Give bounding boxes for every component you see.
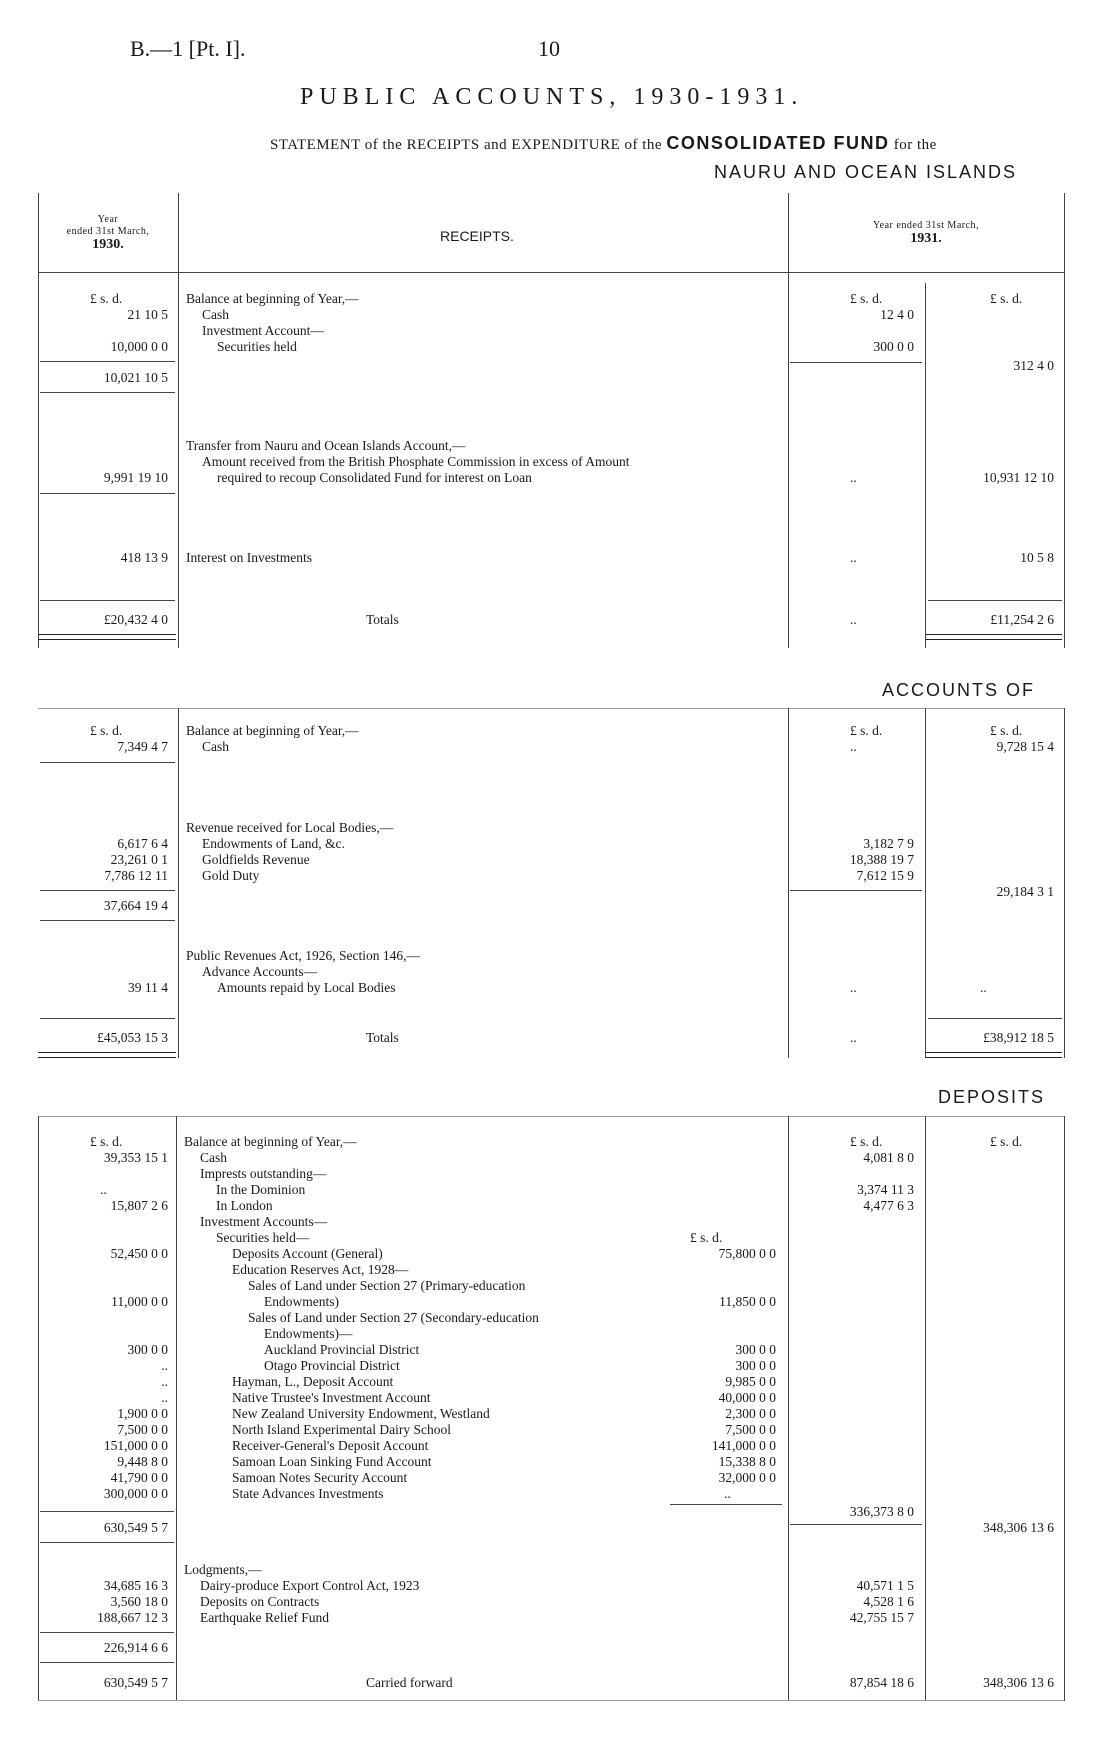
lsd-header: £ s. d. [90,723,123,738]
col-prev-year: 1930. [92,237,124,252]
curr-amount: 42,755 15 7 [849,1610,914,1625]
curr-total: 10,931 12 10 [983,470,1054,485]
row-label: Public Revenues Act, 1926, Section 146,— [186,948,420,963]
ditto: .. [850,1030,857,1045]
prev-amount: 151,000 0 0 [103,1438,168,1453]
prev-amount: 300 0 0 [127,1342,168,1357]
row-label: Native Trustee's Investment Account [232,1390,431,1405]
row-label: Cash [202,739,229,754]
ditto: .. [100,1182,107,1197]
row-label: required to recoup Consolidated Fund for interest on Loan [217,470,532,485]
row-label: Sales of Land under Section 27 (Secondary-education [248,1310,539,1325]
prev-amount: 23,261 0 1 [110,852,168,867]
totals-label: Totals [366,1030,399,1045]
row-label: Receiver-General's Deposit Account [232,1438,429,1453]
prev-grand-total: £20,432 4 0 [103,612,168,627]
prev-amount: 9,448 8 0 [117,1454,168,1469]
curr-amount: 3,182 7 9 [863,836,914,851]
lsd-header: £ s. d. [850,1134,883,1149]
row-label: Amounts repaid by Local Bodies [217,980,396,995]
row-label: State Advances Investments [232,1486,384,1501]
curr-carried-forward: 87,854 18 6 [849,1675,914,1690]
subtitle-prefix: STATEMENT of the RECEIPTS and EXPENDITURE of the [270,137,663,153]
row-label: Securities held— [216,1230,310,1245]
prev-amount: 188,667 12 3 [97,1610,168,1625]
prev-amount: 418 13 9 [120,550,168,565]
prev-subtotal: 226,914 6 6 [103,1640,168,1655]
row-label: Goldfields Revenue [202,852,310,867]
curr-amount: 4,477 6 3 [863,1198,914,1213]
row-label: Cash [200,1150,227,1165]
carried-forward-label: Carried forward [366,1675,453,1690]
prev-amount: 41,790 0 0 [110,1470,168,1485]
total-carried-forward: 348,306 13 6 [983,1675,1054,1690]
prev-amount: 3,560 18 0 [110,1594,168,1609]
row-label: In London [216,1198,273,1213]
ditto: .. [850,550,857,565]
prev-amount: .. [161,1374,168,1389]
sub-amount: .. [724,1486,731,1501]
page-title: PUBLIC ACCOUNTS, 1930-1931. [300,84,804,110]
row-label: Sales of Land under Section 27 (Primary-education [248,1278,526,1293]
row-label: Endowments) [264,1294,339,1309]
row-label: Balance at beginning of Year,— [186,723,359,738]
col-prev-year-line2: ended 31st March, [66,226,150,237]
prev-amount: 11,000 0 0 [111,1294,168,1309]
curr-total: 10 5 8 [1020,550,1054,565]
curr-amount: 4,081 8 0 [863,1150,914,1165]
row-label: In the Dominion [216,1182,306,1197]
prev-subtotal: 37,664 19 4 [103,898,168,913]
prev-carried-forward: 630,549 5 7 [103,1675,168,1690]
sub-amount: 300 0 0 [735,1342,776,1357]
prev-amount: 10,000 0 0 [110,339,168,354]
row-label: New Zealand University Endowment, Westland [232,1406,490,1421]
curr-total: 348,306 13 6 [983,1520,1054,1535]
row-label: Investment Accounts— [200,1214,328,1229]
curr-amount: 4,528 1 6 [863,1594,914,1609]
prev-amount: 6,617 6 4 [117,836,168,851]
ditto: .. [850,470,857,485]
ditto: .. [850,739,857,754]
col-curr-year: 1931. [910,231,942,246]
row-label: Earthquake Relief Fund [200,1610,329,1625]
section-title: DEPOSITS [938,1087,1046,1107]
row-label: Dairy-produce Export Control Act, 1923 [200,1578,420,1593]
row-label: Amount received from the British Phosphate Commission in excess of Amount [202,454,630,469]
sub-amount: 11,850 0 0 [719,1294,776,1309]
col-receipts: RECEIPTS. [440,228,514,244]
row-label: Otago Provincial District [264,1358,400,1373]
row-label: Revenue received for Local Bodies,— [186,820,394,835]
lsd-header: £ s. d. [850,291,883,306]
curr-grand-total: £38,912 18 5 [983,1030,1054,1045]
prev-amount: 21 10 5 [127,307,168,322]
row-label: Samoan Notes Security Account [232,1470,408,1485]
row-label: Deposits on Contracts [200,1594,320,1609]
subtitle-fund: CONSOLIDATED FUND [666,133,890,153]
curr-subtotal: 336,373 8 0 [849,1504,914,1519]
ditto: .. [850,612,857,627]
curr-amount: 12 4 0 [880,307,914,322]
prev-amount: 15,807 2 6 [110,1198,168,1213]
curr-amount: 18,388 19 7 [849,852,914,867]
curr-grand-total: £11,254 2 6 [990,612,1054,627]
row-label: Balance at beginning of Year,— [186,291,359,306]
sub-amount: 75,800 0 0 [718,1246,776,1261]
row-label: Deposits Account (General) [232,1246,383,1261]
prev-amount: .. [161,1358,168,1373]
prev-amount: 7,500 0 0 [117,1422,168,1437]
row-label: Endowments)— [264,1326,353,1341]
row-label: Balance at beginning of Year,— [184,1134,357,1149]
lsd-header: £ s. d. [850,723,883,738]
row-label: Samoan Loan Sinking Fund Account [232,1454,432,1469]
curr-total: 29,184 3 1 [996,884,1054,899]
row-label: Gold Duty [202,868,260,883]
ditto: .. [980,980,987,995]
row-label: Imprests outstanding— [200,1166,327,1181]
col-prev-year-line1: Year [97,214,119,225]
row-label: Hayman, L., Deposit Account [232,1374,394,1389]
row-label: Auckland Provincial District [264,1342,420,1357]
curr-amount: 3,374 11 3 [857,1182,914,1197]
row-label: North Island Experimental Dairy School [232,1422,451,1437]
lsd-header: £ s. d. [990,1134,1023,1149]
row-label: Endowments of Land, &c. [202,836,345,851]
prev-subtotal: 10,021 10 5 [103,370,168,385]
row-label: Securities held [217,339,297,354]
sub-amount: 32,000 0 0 [718,1470,776,1485]
sub-amount: 2,300 0 0 [725,1406,776,1421]
subtitle-suffix: for the [893,137,937,153]
page-number: 10 [538,36,560,61]
sub-amount: 300 0 0 [735,1358,776,1373]
lsd-header: £ s. d. [990,723,1023,738]
statement-subtitle [270,133,937,154]
lsd-header: £ s. d. [690,1230,723,1245]
curr-amount: 300 0 0 [873,339,914,354]
lsd-header: £ s. d. [990,291,1023,306]
row-label: Advance Accounts— [202,964,318,979]
report-reference: B.—1 [Pt. I]. [130,36,246,61]
prev-amount: 39,353 15 1 [103,1150,168,1165]
prev-grand-total: £45,053 15 3 [97,1030,168,1045]
lsd-header: £ s. d. [90,1134,123,1149]
sub-amount: 15,338 8 0 [718,1454,776,1469]
prev-amount: 7,786 12 11 [104,868,168,883]
curr-total: 9,728 15 4 [996,739,1054,754]
section-title: ACCOUNTS OF [882,680,1036,700]
sub-amount: 7,500 0 0 [725,1422,776,1437]
prev-subtotal: 630,549 5 7 [103,1520,168,1535]
row-label: Transfer from Nauru and Ocean Islands Account,— [186,438,466,453]
prev-amount: 9,991 19 10 [103,470,168,485]
row-label: Interest on Investments [186,550,312,565]
ditto: .. [850,980,857,995]
curr-total: 312 4 0 [1013,358,1054,373]
totals-label: Totals [366,612,399,627]
lsd-header: £ s. d. [90,291,123,306]
prev-amount: .. [161,1390,168,1405]
col-curr-year-line1: Year ended 31st March, [872,220,980,231]
subtitle-islands: NAURU AND OCEAN ISLANDS [714,162,1018,182]
prev-amount: 34,685 16 3 [103,1578,168,1593]
sub-amount: 40,000 0 0 [718,1390,776,1405]
curr-amount: 40,571 1 5 [856,1578,914,1593]
prev-amount: 52,450 0 0 [110,1246,168,1261]
sub-amount: 9,985 0 0 [725,1374,776,1389]
row-label: Cash [202,307,229,322]
prev-amount: 1,900 0 0 [117,1406,168,1421]
prev-amount: 7,349 4 7 [117,739,168,754]
prev-amount: 39 11 4 [128,980,168,995]
row-label: Lodgments,— [184,1562,262,1577]
prev-amount: 300,000 0 0 [103,1486,168,1501]
row-label: Investment Account— [202,323,324,338]
row-label: Education Reserves Act, 1928— [232,1262,409,1277]
curr-amount: 7,612 15 9 [856,868,914,883]
sub-amount: 141,000 0 0 [711,1438,776,1453]
